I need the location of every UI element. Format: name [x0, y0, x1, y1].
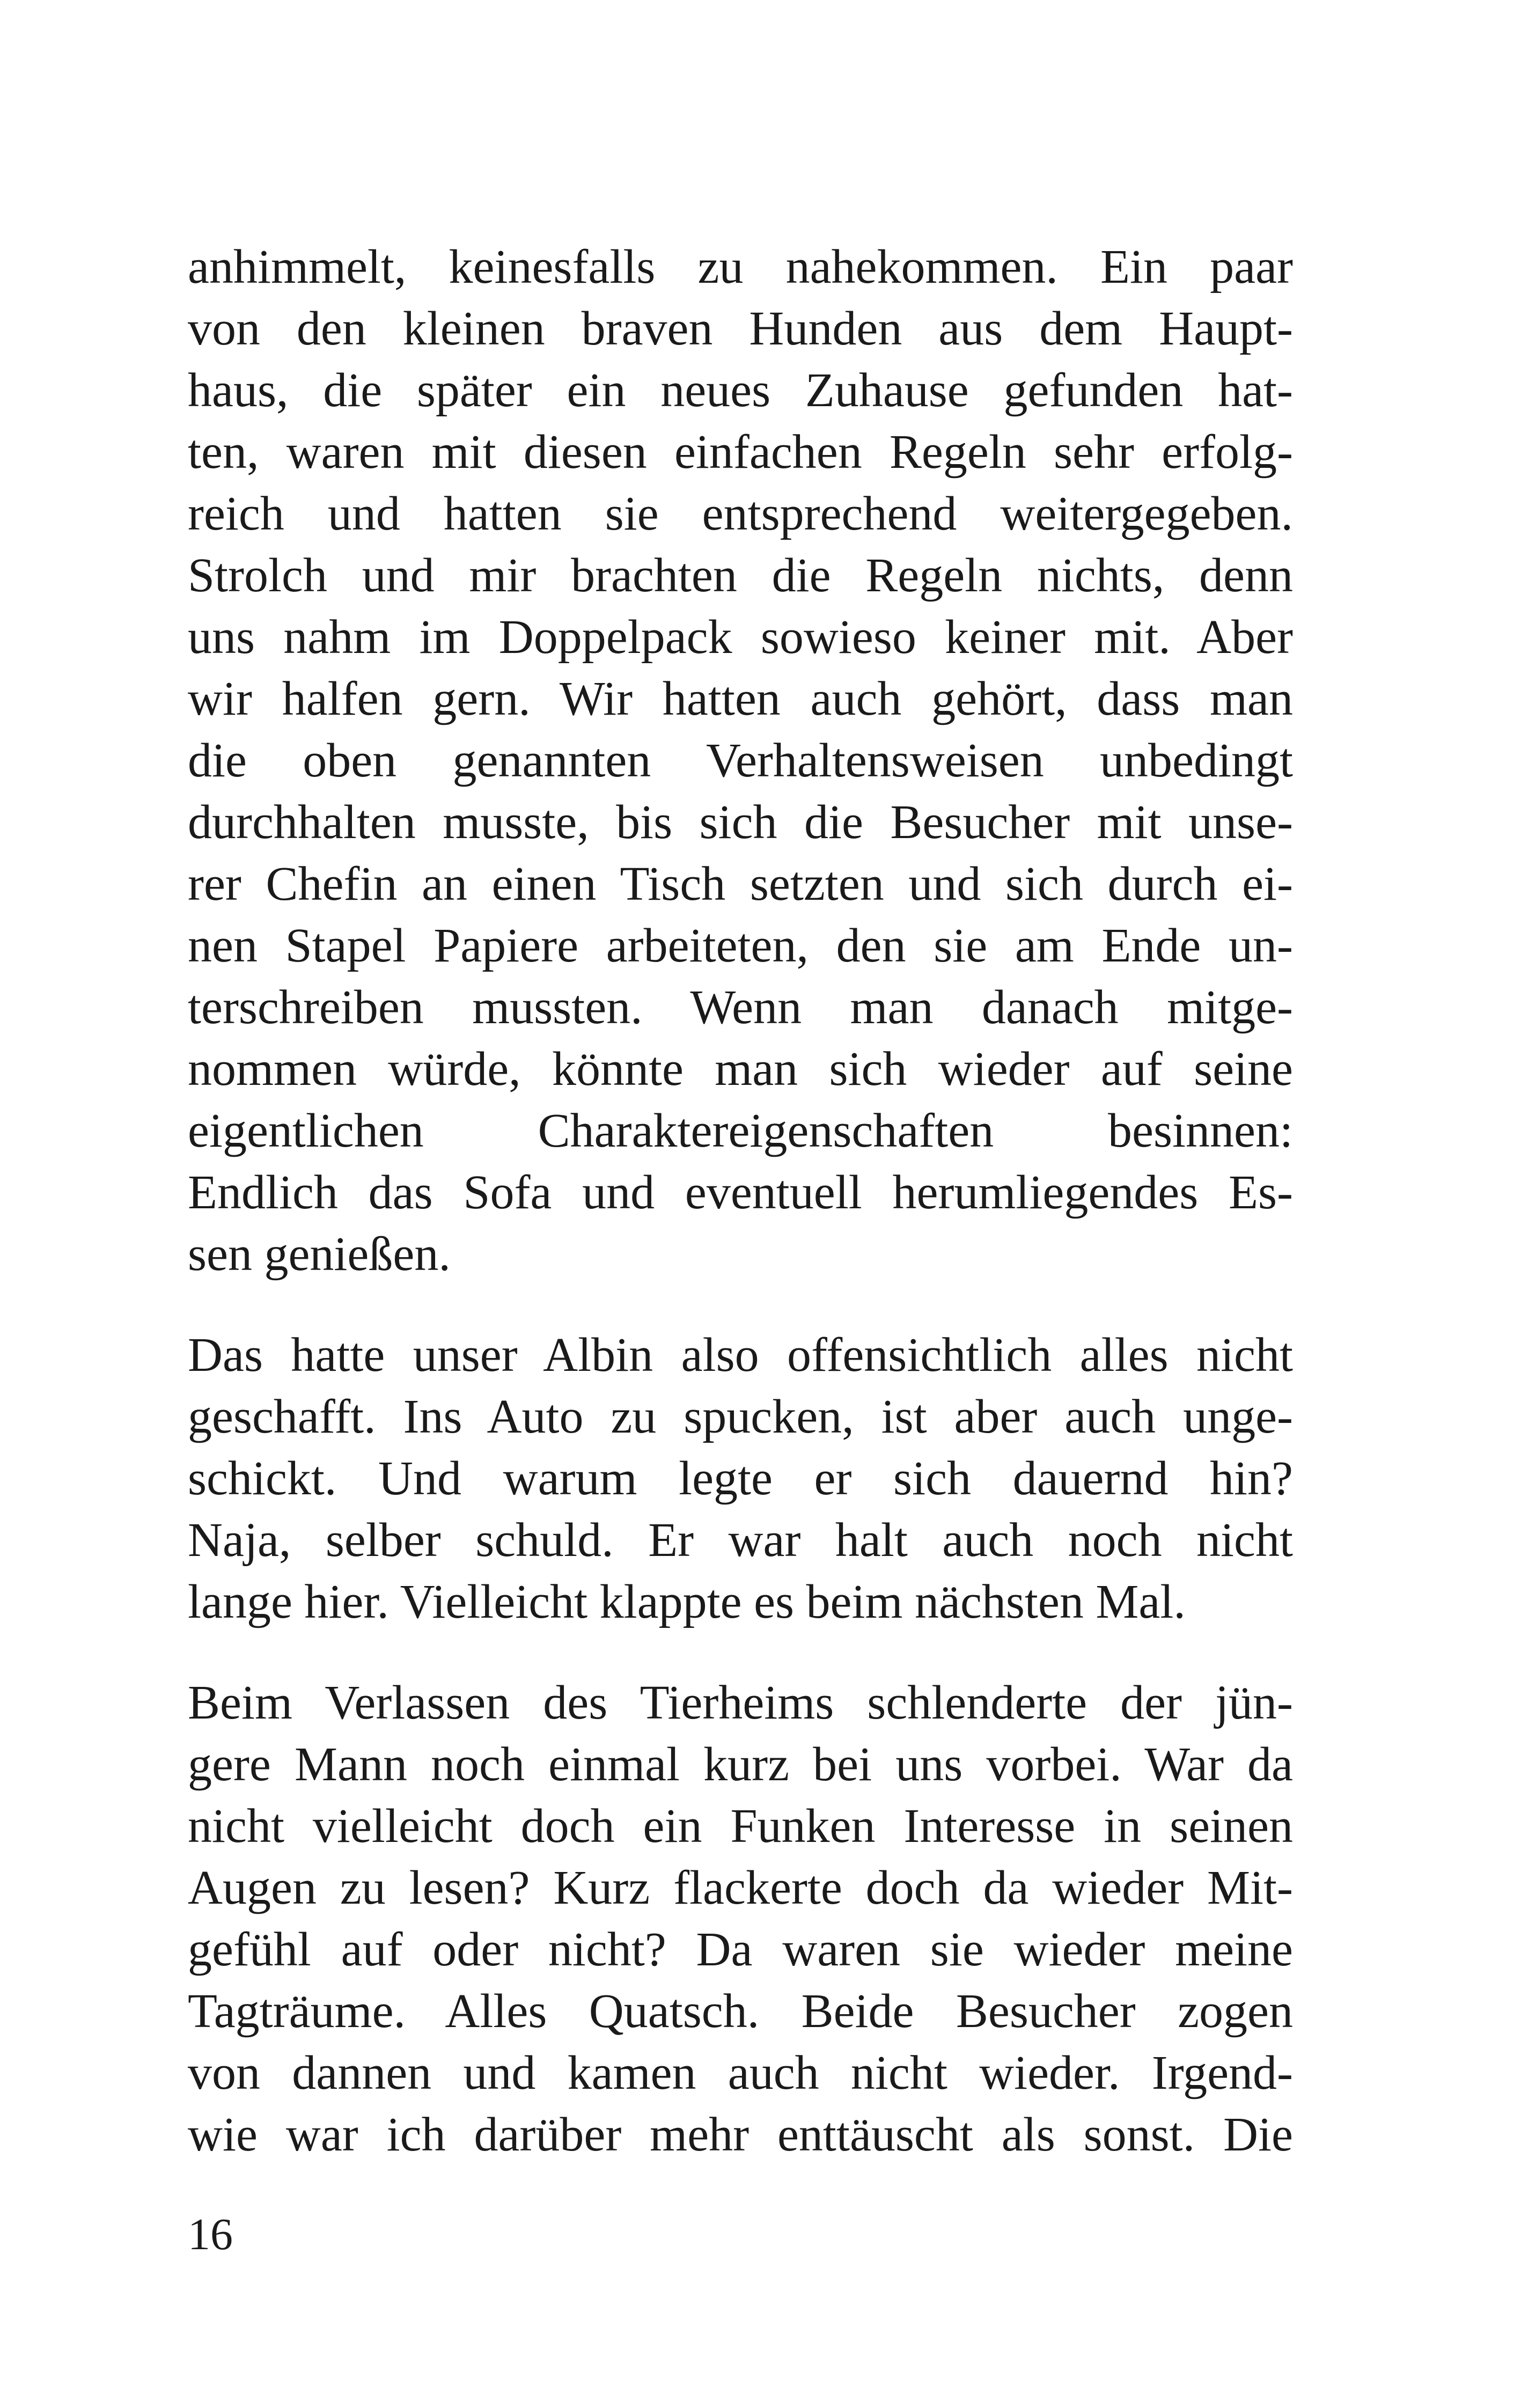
- text-line: wie war ich darüber mehr enttäuscht als sonst. Die: [188, 2108, 1293, 2161]
- text-line: nen Stapel Papiere arbeiteten, den sie am Ende un-: [188, 919, 1293, 972]
- text-line: eigentlichen Charaktereigenschaften besinnen:: [188, 1104, 1293, 1157]
- text-line: Das hatte unser Albin also offensichtlich alles nicht: [188, 1328, 1293, 1382]
- text-line: schickt. Und warum legte er sich dauernd hin?: [188, 1452, 1293, 1505]
- body-text: [188, 236, 1293, 2165]
- text-line: rer Chefin an einen Tisch setzten und sich durch ei-: [188, 857, 1293, 911]
- text-line: Strolch und mir brachten die Regeln nichts, denn: [188, 549, 1293, 602]
- text-line: lange hier. Vielleicht klappte es beim nächsten Mal.: [188, 1575, 1186, 1628]
- paragraph: [188, 1324, 1293, 1633]
- paragraph-gap: [188, 1633, 1293, 1672]
- text-line: ten, waren mit diesen einfachen Regeln sehr erfolg-: [188, 425, 1293, 479]
- text-line: Tagträume. Alles Quatsch. Beide Besucher zogen: [188, 1985, 1293, 2038]
- text-line: Augen zu lesen? Kurz flackerte doch da wieder Mit-: [188, 1861, 1293, 1914]
- text-line: von dannen und kamen auch nicht wieder. Irgend-: [188, 2046, 1293, 2099]
- text-line: Beim Verlassen des Tierheims schlenderte der jün-: [188, 1676, 1293, 1729]
- page-number: 16: [188, 2209, 233, 2259]
- paragraph: [188, 236, 1293, 1285]
- text-line: terschreiben mussten. Wenn man danach mitge-: [188, 981, 1293, 1034]
- text-line: durchhalten musste, bis sich die Besucher mit unse-: [188, 796, 1293, 849]
- text-line: wir halfen gern. Wir hatten auch gehört, dass man: [188, 672, 1293, 725]
- paragraph-gap: [188, 1285, 1293, 1324]
- text-line: haus, die später ein neues Zuhause gefunden hat-: [188, 364, 1293, 417]
- text-line: Endlich das Sofa und eventuell herumliegendes Es-: [188, 1166, 1293, 1219]
- text-line: reich und hatten sie entsprechend weitergegeben.: [188, 487, 1293, 540]
- paragraph: [188, 1672, 1293, 2165]
- text-line: von den kleinen braven Hunden aus dem Haupt-: [188, 302, 1293, 355]
- text-line: Naja, selber schuld. Er war halt auch noch nicht: [188, 1514, 1293, 1567]
- text-line: anhimmelt, keinesfalls zu nahekommen. Ein paar: [188, 240, 1293, 293]
- text-line: nicht vielleicht doch ein Funken Interesse in seinen: [188, 1800, 1293, 1853]
- text-line: gere Mann noch einmal kurz bei uns vorbei. War da: [188, 1738, 1293, 1791]
- text-line: geschafft. Ins Auto zu spucken, ist aber auch unge-: [188, 1390, 1293, 1443]
- text-line: sen genießen.: [188, 1228, 451, 1281]
- text-line: die oben genannten Verhaltensweisen unbedingt: [188, 734, 1293, 787]
- text-line: nommen würde, könnte man sich wieder auf seine: [188, 1043, 1293, 1096]
- text-line: uns nahm im Doppelpack sowieso keiner mit. Aber: [188, 611, 1293, 664]
- text-line: gefühl auf oder nicht? Da waren sie wieder meine: [188, 1923, 1293, 1976]
